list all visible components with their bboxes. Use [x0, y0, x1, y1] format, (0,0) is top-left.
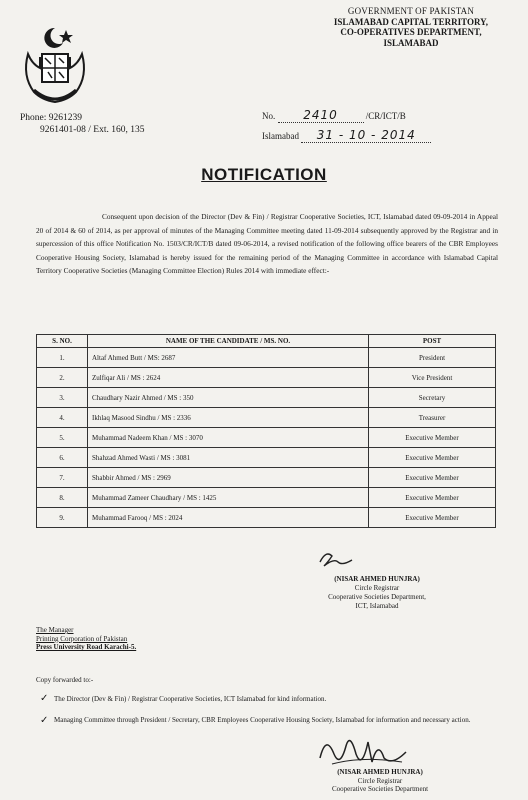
header-sno: S. NO. — [37, 335, 88, 348]
row-sno: 2. — [37, 368, 88, 388]
address-line-3: Press University Road Karachi-5. — [36, 643, 137, 652]
signature-block-2 — [300, 768, 460, 794]
reference-number — [262, 108, 406, 123]
table-row — [37, 428, 496, 448]
forward-item-1 — [40, 694, 498, 704]
state-emblem-icon — [18, 24, 92, 108]
row-post: Vice President — [369, 368, 496, 388]
ref-no-value: 2410 — [303, 108, 338, 122]
row-post: Executive Member — [369, 428, 496, 448]
government-heading — [300, 6, 522, 48]
row-name: Chaudhary Nazir Ahmed / MS : 350 — [88, 388, 369, 408]
table-row — [37, 348, 496, 368]
row-name: Ikhlaq Masood Sindhu / MS : 2336 — [88, 408, 369, 428]
row-sno: 5. — [37, 428, 88, 448]
row-post: Executive Member — [369, 468, 496, 488]
gov-line-3: CO-OPERATIVES DEPARTMENT, — [340, 27, 482, 37]
date-value: 31 - 10 - 2014 — [316, 128, 416, 142]
row-name: Muhammad Zameer Chaudhary / MS : 1425 — [88, 488, 369, 508]
notification-title-wrap — [0, 165, 528, 185]
notification-body: Consequent upon decision of the Director (Dev & Fin) / Registrar Cooperative Societies, ICT, Islamabad dated 09-09-2014 in Appeal 20 of 2014 & 60 of 2014, as per approval of minutes of the Managing Committee meeting dated 11-09-2014 subsequently approved by the Registrar and in supercession of this office Notification No. 1503/CR/ICT/B dated 09-06-2014, a revised notification of the following office bearers of the CBR Employees Cooperative Housing Society, Islamabad is hereby issued for the remaining period of the Managing Committee in accordance with Islamabad Capital Territory Cooperative Societies (Managing Committee Election) Rules 2014 with immediate effect:- — [36, 212, 498, 276]
row-sno: 8. — [37, 488, 88, 508]
row-sno: 9. — [37, 508, 88, 528]
gov-line-1: GOVERNMENT OF PAKISTAN — [347, 6, 475, 16]
row-name: Muhammad Nadeem Khan / MS : 3070 — [88, 428, 369, 448]
row-name: Shahzad Ahmed Wasti / MS : 3081 — [88, 448, 369, 468]
table-row — [37, 368, 496, 388]
row-post: Executive Member — [369, 448, 496, 468]
check-mark-icon: ✓ — [40, 715, 49, 726]
row-name: Zulfiqar Ali / MS : 2624 — [88, 368, 369, 388]
date-label: Islamabad — [262, 131, 299, 141]
table-row — [37, 508, 496, 528]
row-name: Muhammad Farooq / MS : 2024 — [88, 508, 369, 528]
gov-line-4: ISLAMABAD — [383, 37, 439, 48]
notification-title: NOTIFICATION — [201, 165, 327, 184]
row-sno: 7. — [37, 468, 88, 488]
table-header-row — [37, 335, 496, 348]
table-row — [37, 488, 496, 508]
table-row — [37, 468, 496, 488]
row-post: Executive Member — [369, 508, 496, 528]
gov-line-2: ISLAMABAD CAPITAL TERRITORY, — [333, 16, 489, 27]
table-row — [37, 388, 496, 408]
address-line-2: Printing Corporation of Pakistan — [36, 634, 128, 643]
signatory-dept-2: Cooperative Societies Department — [331, 785, 429, 793]
row-post: President — [369, 348, 496, 368]
forward-text-2: Managing Committee through President / Secretary, CBR Employees Cooperative Housing Society, Islamabad for information and necessary action. — [54, 716, 471, 724]
signature-block-1 — [292, 575, 462, 611]
signatory-place-1: ICT, Islamabad — [355, 602, 399, 610]
row-sno: 6. — [37, 448, 88, 468]
signatory-name-1: (NISAR AHMED HUNJRA) — [334, 575, 420, 583]
reference-date — [262, 128, 431, 143]
forward-text-1: The Director (Dev & Fin) / Registrar Cooperative Societies, ICT Islamabad for kind information. — [54, 695, 327, 703]
row-post: Treasurer — [369, 408, 496, 428]
row-post: Executive Member — [369, 488, 496, 508]
row-sno: 4. — [37, 408, 88, 428]
signatory-name-2: (NISAR AHMED HUNJRA) — [337, 768, 423, 776]
signatory-dept-1: Cooperative Societies Department, — [328, 593, 426, 601]
header-name: NAME OF THE CANDIDATE / MS. NO. — [88, 335, 369, 348]
address-line-1: The Manager — [36, 626, 74, 634]
recipient-address — [36, 626, 136, 652]
phone-line-1: Phone: 9261239 — [20, 113, 83, 123]
table-row — [37, 448, 496, 468]
check-mark-icon: ✓ — [40, 693, 49, 704]
row-name: Altaf Ahmed Butt / MS: 2687 — [88, 348, 369, 368]
signatory-title-1: Circle Registrar — [354, 584, 400, 592]
table-row — [37, 408, 496, 428]
ref-no-suffix: /CR/ICT/B — [365, 111, 406, 121]
office-bearers-table — [36, 334, 496, 528]
forward-item-2 — [40, 716, 498, 726]
phone-line-2: 9261401-08 / Ext. 160, 135 — [40, 125, 145, 135]
signature-mark-1 — [316, 548, 356, 570]
copy-forwarded-label: Copy forwarded to:- — [36, 676, 94, 684]
row-sno: 1. — [37, 348, 88, 368]
header-post: POST — [369, 335, 496, 348]
row-name: Shabbir Ahmed / MS : 2969 — [88, 468, 369, 488]
phone-block — [20, 112, 145, 136]
signatory-title-2: Circle Registrar — [357, 776, 403, 785]
row-sno: 3. — [37, 388, 88, 408]
row-post: Secretary — [369, 388, 496, 408]
ref-no-label: No. — [262, 111, 276, 121]
